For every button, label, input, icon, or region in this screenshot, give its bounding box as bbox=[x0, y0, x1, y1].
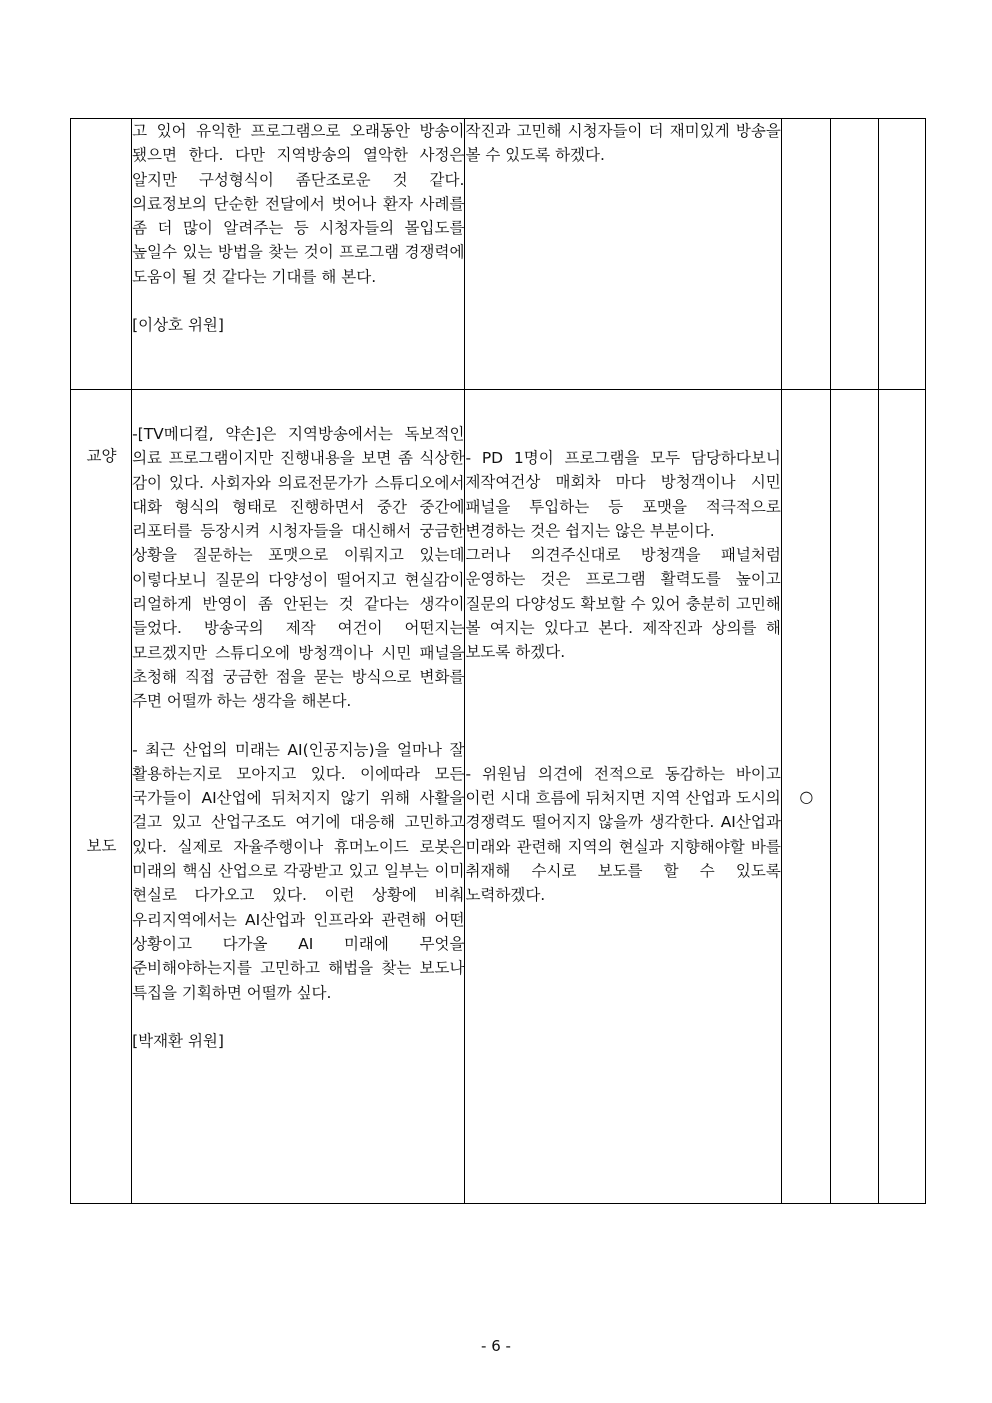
table-row bbox=[71, 390, 926, 1204]
category-label-news: 보도 bbox=[86, 837, 117, 855]
response-text: 그러나 의견주신대로 방청객을 패널처럼 운영하는 것은 프로그램 활력도를 높이고 질문의 다양성도 확보할 수 있어 충분히 고민해 볼 여지는 있다고 본다. 제작진과 상의를 해 보도록 하겠다. bbox=[465, 546, 781, 662]
page-number: - 6 - bbox=[481, 1337, 511, 1355]
review-table bbox=[70, 118, 926, 1204]
response-cell bbox=[465, 119, 781, 390]
member-signature: [박재환 위원] bbox=[132, 1031, 224, 1050]
opinion-text: -[TV메디컬, 약손]은 지역방송에서는 독보적인 의료 프로그램이지만 진행내용을 보면 좀 식상한 감이 있다. 사회자와 의료전문가가 스튜디오에서 대화 형식의 형태로 진행하면서 중간 중간에 리포터를 등장시켜 시청자들을 대신해서 궁금한 상황을 질문하는 포맷으로 이뤄지고 있는데 이렇다보니 질문의 다양성이 떨어지고 현실감이 리얼하게 반영이 좀 안된는 것 같다는 생각이 들었다. 방송국의 제작 여건이 어떤지는 모르겠지만 스튜디오에 방청객이나 시민 패널을 초청해 직접 궁금한 점을 묻는 방식으로 변화를 주면 어떨까 하는 생각을 해본다. bbox=[132, 425, 465, 711]
check-cell bbox=[830, 119, 878, 390]
check-cell bbox=[781, 119, 830, 390]
category-cell bbox=[71, 390, 132, 1204]
check-cell bbox=[878, 390, 925, 1204]
opinion-cell bbox=[132, 119, 465, 390]
opinion-text: - 최근 산업의 미래는 AI(인공지능)을 얼마나 잘 활용하는지로 모아지고 있다. 이에따라 모든 국가들이 AI산업에 뒤처지지 않기 위해 사활을 걸고 있고 산업구조도 여기에 대응해 고민하고 있다. 실제로 자율주행이나 휴머노이드 로봇은 미래의 핵심 산업으로 각광받고 있고 일부는 이미 현실로 다가오고 있다. 이런 상황에 비춰 우리지역에서는 AI산업과 인프라와 관련해 어떤 상황이고 다가올 AI 미래에 무엇을 준비해야하는지를 고민하고 해법을 찾는 보도나 특집을 기획하면 어떨까 싶다. bbox=[132, 740, 465, 1002]
check-cell bbox=[781, 390, 830, 1204]
response-text: 작진과 고민해 시청자들이 더 재미있게 방송을 볼 수 있도록 하겠다. bbox=[465, 122, 781, 165]
category-label-culture: 교양 bbox=[86, 447, 117, 465]
check-cell bbox=[830, 390, 878, 1204]
category-cell bbox=[71, 119, 132, 390]
opinion-text: 고 있어 유익한 프로그램으로 오래동안 방송이 됐으면 한다. 다만 지역방송의 열악한 사정은 알지만 구성형식이 좀단조로운 것 같다. 의료정보의 단순한 전달에서 벗어나 환자 사례를 좀 더 많이 알려주는 등 시청자들의 몰입도를 높일수 있는 방법을 찾는 것이 프로그램 경쟁력에 도움이 될 것 같다는 기대를 해 본다. bbox=[132, 122, 465, 286]
table-row bbox=[71, 119, 926, 390]
response-text: - 위원님 의견에 전적으로 동감하는 바이고 이런 시대 흐름에 뒤처지면 지역 산업과 도시의 경쟁력도 떨어지지 않을까 생각한다. AI산업과 미래와 관련해 지역의 현실과 지향해야할 바를 취재해 수시로 보도를 할 수 있도록 노력하겠다. bbox=[465, 764, 781, 905]
circle-mark: ○ bbox=[799, 787, 814, 806]
member-signature: [이상호 위원] bbox=[132, 316, 224, 335]
response-text: - PD 1명이 프로그램을 모두 담당하다보니 제작여건상 매회차 마다 방청객이나 시민 패널을 투입하는 등 포맷을 적극적으로 변경하는 것은 쉽지는 않은 부분이다. bbox=[465, 449, 781, 540]
opinion-cell bbox=[132, 390, 465, 1204]
response-cell bbox=[465, 390, 781, 1204]
check-cell bbox=[878, 119, 925, 390]
